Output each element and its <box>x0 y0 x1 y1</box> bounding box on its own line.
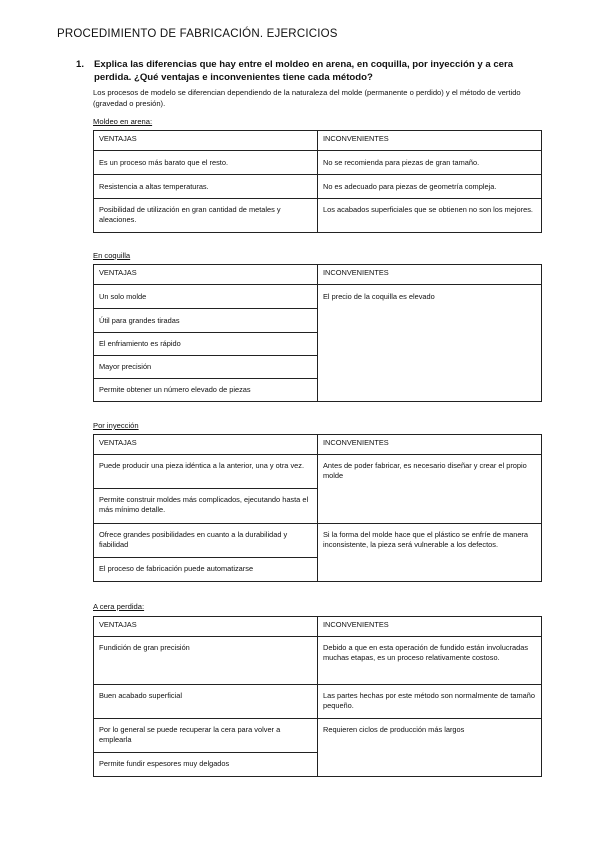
table-cell: Permite obtener un número elevado de piezas <box>94 379 318 402</box>
header-ventajas: VENTAJAS <box>94 435 318 455</box>
table-cell: Requieren ciclos de producción más largos <box>318 719 542 777</box>
table-cell: Útil para grandes tiradas <box>94 309 318 333</box>
table-cell: Si la forma del molde hace que el plástico se enfríe de manera inconsistente, la pieza será vulnerable a los defectos. <box>318 524 542 582</box>
header-inconvenientes: INCONVENIENTES <box>318 617 542 637</box>
table-cell: El enfriamiento es rápido <box>94 333 318 356</box>
table-cell: Resistencia a altas temperaturas. <box>94 175 318 199</box>
intro-paragraph: Los procesos de modelo se diferencian dependiendo de la naturaleza del molde (permanente o perdido) y el método de vertido (gravedad o presión). <box>93 88 521 108</box>
table-cell: Por lo general se puede recuperar la cera para volver a emplearla <box>94 719 318 753</box>
table-cell: El proceso de fabricación puede automatizarse <box>94 558 318 582</box>
table-cell: Un solo molde <box>94 285 318 309</box>
header-ventajas: VENTAJAS <box>94 265 318 285</box>
table-cell: Los acabados superficiales que se obtienen no son los mejores. <box>318 199 542 233</box>
table-cell: Fundición de gran precisión <box>94 637 318 685</box>
header-inconvenientes: INCONVENIENTES <box>318 435 542 455</box>
document-title: PROCEDIMIENTO DE FABRICACIÓN. EJERCICIOS <box>57 28 338 40</box>
section-label-cera-perdida: A cera perdida: <box>93 602 145 611</box>
table-cell: Mayor precisión <box>94 356 318 379</box>
table-coquilla <box>93 264 542 402</box>
section-label-inyeccion: Por inyección <box>93 421 139 430</box>
table-cell: Ofrece grandes posibilidades en cuanto a la durabilidad y fiabilidad <box>94 524 318 558</box>
table-inyeccion <box>93 434 542 582</box>
header-ventajas: VENTAJAS <box>94 617 318 637</box>
table-cell: No es adecuado para piezas de geometría compleja. <box>318 175 542 199</box>
table-arena <box>93 130 542 233</box>
header-inconvenientes: INCONVENIENTES <box>318 131 542 151</box>
header-inconvenientes: INCONVENIENTES <box>318 265 542 285</box>
table-cell: No se recomienda para piezas de gran tamaño. <box>318 151 542 175</box>
section-label-coquilla: En coquilla <box>93 251 131 260</box>
table-cell: Puede producir una pieza idéntica a la anterior, una y otra vez. <box>94 455 318 489</box>
section-label-arena: Moldeo en arena: <box>93 117 153 126</box>
table-cell: El precio de la coquilla es elevado <box>318 285 542 402</box>
table-cell: Es un proceso más barato que el resto. <box>94 151 318 175</box>
table-cell: Las partes hechas por este método son normalmente de tamaño pequeño. <box>318 685 542 719</box>
header-ventajas: VENTAJAS <box>94 131 318 151</box>
table-cell: Posibilidad de utilización en gran cantidad de metales y aleaciones. <box>94 199 318 233</box>
table-cell: Antes de poder fabricar, es necesario diseñar y crear el propio molde <box>318 455 542 524</box>
table-cell: Permite fundir espesores muy delgados <box>94 753 318 777</box>
table-cell: Permite construir moldes más complicados, ejecutando hasta el más mínimo detalle. <box>94 489 318 524</box>
question-number: 1. <box>76 59 85 70</box>
table-cera-perdida <box>93 616 542 777</box>
table-cell: Debido a que en esta operación de fundido están involucradas muchas etapas, es un proceso relativamente costoso. <box>318 637 542 685</box>
question-text: Explica las diferencias que hay entre el moldeo en arena, en coquilla, por inyección y a cera perdida. ¿Qué ventajas e inconvenientes tiene cada método? <box>94 59 514 83</box>
table-cell: Buen acabado superficial <box>94 685 318 719</box>
